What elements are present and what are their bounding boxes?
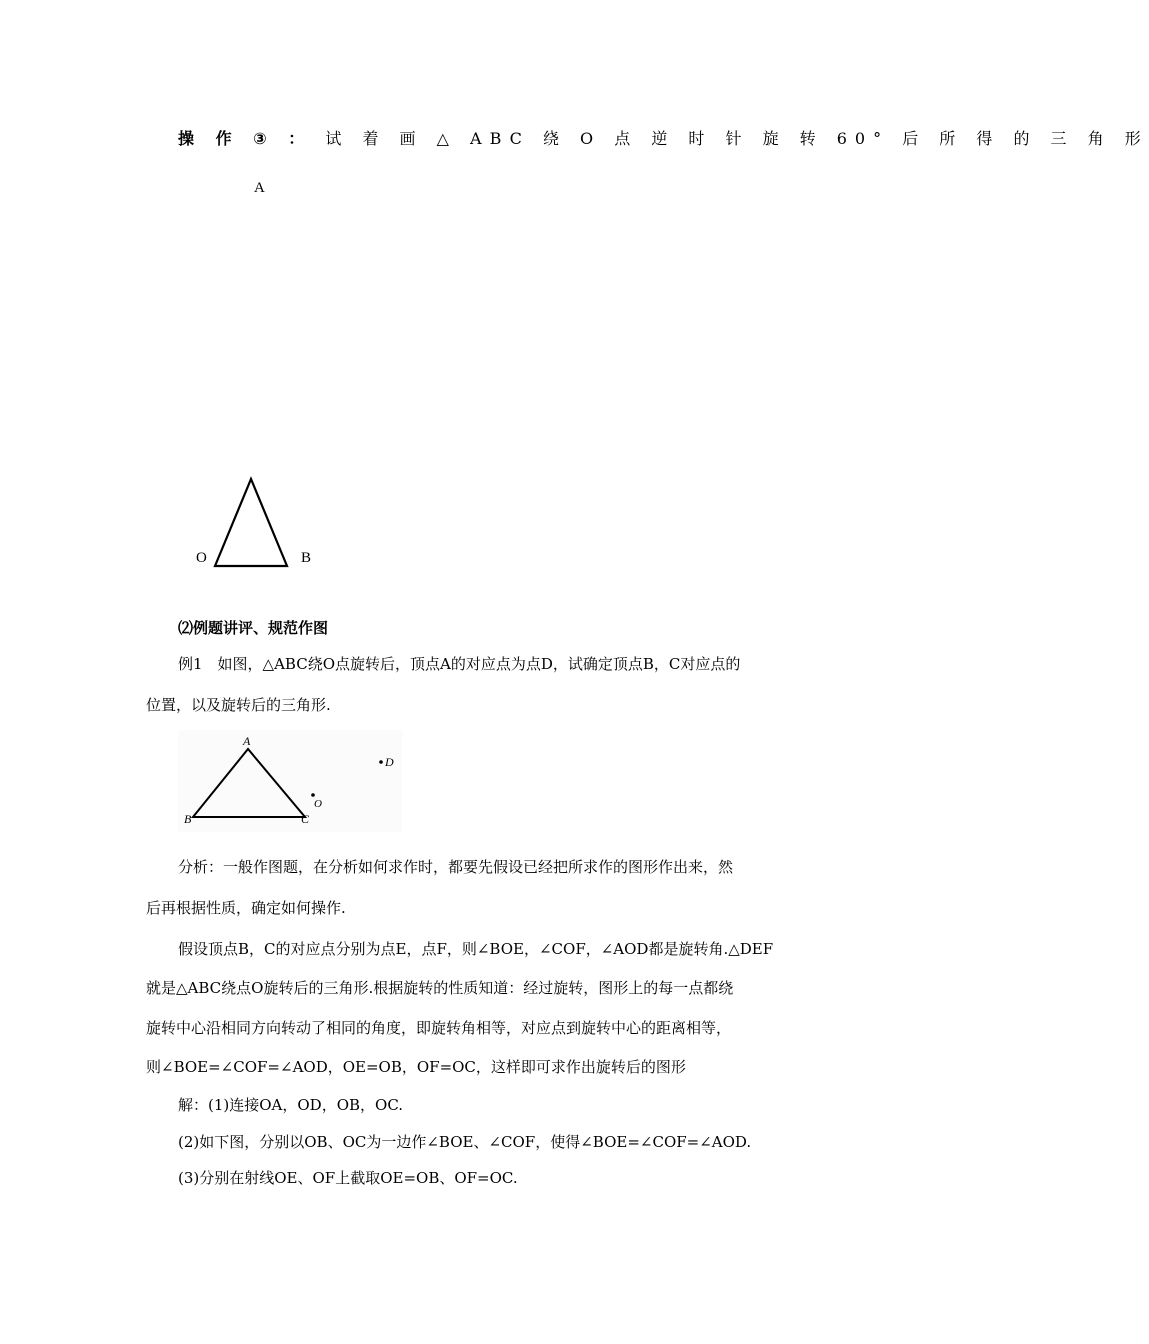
operation-prefix: 操 作 ③ ： (178, 129, 313, 148)
assume-line-1: 假设顶点B，C的对应点分别为点E，点F，则∠BOE，∠COF，∠AOD都是旋转角.△DEF (178, 940, 774, 958)
figure1-label-a: A (254, 180, 265, 196)
solution-step-2: (2)如下图，分别以OB、OC为一边作∠BOE、∠COF，使得∠BOE=∠COF=∠AOD. (178, 1133, 752, 1151)
figure2-label-a: A (243, 734, 251, 748)
assume-line-3: 旋转中心沿相同方向转动了相同的角度，即旋转角相等，对应点到旋转中心的距离相等， (146, 1019, 732, 1037)
example-line-2: 位置，以及旋转后的三角形. (146, 696, 331, 714)
point-o-dot (311, 793, 315, 797)
analysis-line-2: 后再根据性质，确定如何操作. (146, 899, 346, 917)
figure2-label-c: C (301, 812, 310, 826)
operation-text: 试 着 画 △ ABC 绕 O 点 逆 时 针 旋 转 60° 后 所 得 的 三 角 形 (325, 129, 1149, 148)
assume-line-2: 就是△ABC绕点O旋转后的三角形.根据旋转的性质知道：经过旋转，图形上的每一点都绕 (146, 979, 734, 997)
figure2-label-o: O (314, 798, 322, 810)
figure1-label-b: B (301, 550, 312, 566)
example-line-1: 例1 如图，△ABC绕O点旋转后，顶点A的对应点为点D，试确定顶点B，C对应点的 (178, 655, 741, 673)
figure2-label-d: D (385, 755, 394, 769)
triangle-abc (193, 749, 305, 817)
figure1-label-o: O (196, 550, 207, 566)
solution-step-1: 解：(1)连接OA，OD，OB，OC. (178, 1096, 404, 1114)
solution-step-3: (3)分别在射线OE、OF上截取OE=OB、OF=OC. (178, 1169, 518, 1187)
point-d-dot (379, 760, 383, 764)
figure2-label-b: B (184, 812, 192, 826)
analysis-line-1: 分析：一般作图题，在分析如何求作时，都要先假设已经把所求作的图形作出来，然 (178, 858, 734, 876)
section-title: ⑵例题讲评、规范作图 (178, 619, 329, 637)
assume-line-4: 则∠BOE=∠COF=∠AOD，OE=OB，OF=OC，这样即可求作出旋转后的图形 (146, 1058, 686, 1076)
